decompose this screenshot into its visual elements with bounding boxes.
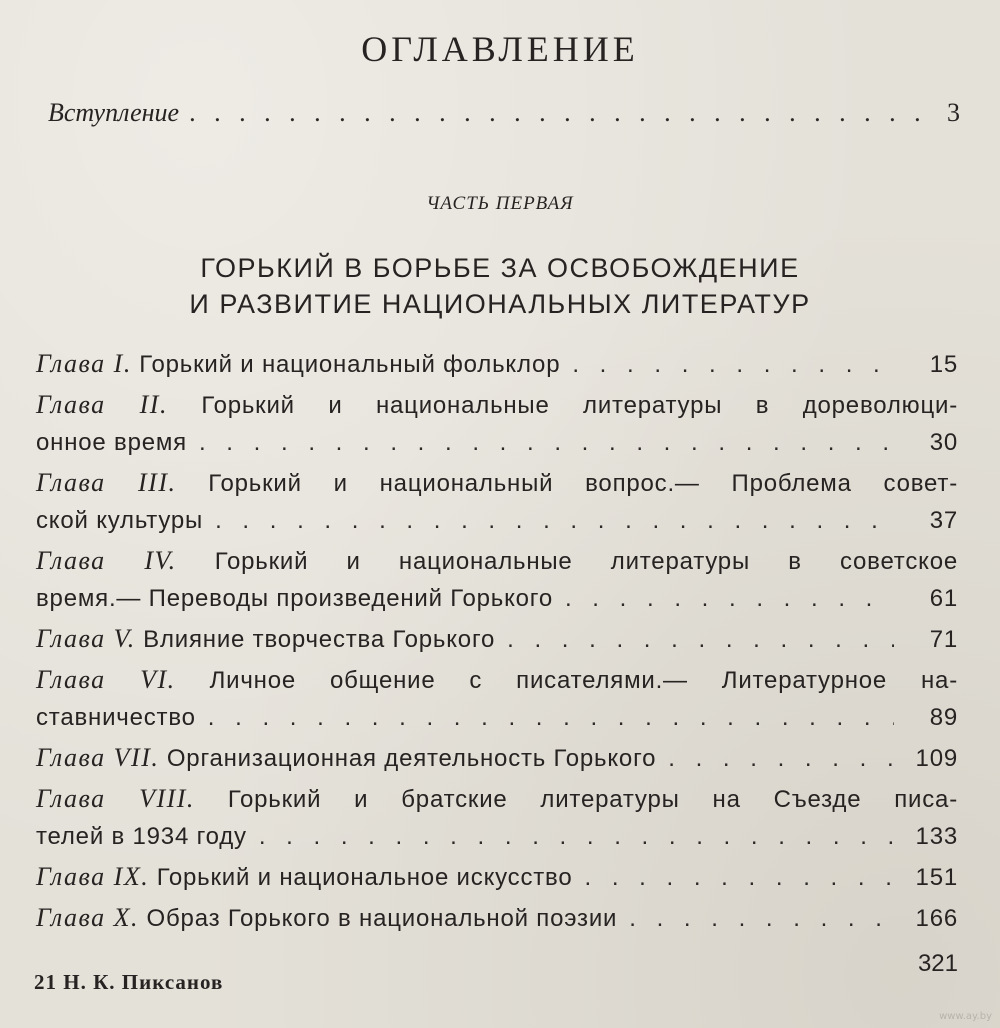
chapter-title-line-2: [36, 424, 958, 461]
toc-entry-chapter: [36, 464, 958, 539]
chapter-title-continuation: ставничество: [36, 704, 196, 731]
chapter-number: Глава IV.: [36, 546, 177, 575]
chapter-title-text: Образ Горького в национальной поэзии: [146, 905, 618, 932]
chapter-page: 109: [915, 745, 958, 772]
dot-leader: [507, 621, 894, 658]
chapter-title-text: Горький и национальный фольклор: [139, 351, 561, 378]
chapter-page: 151: [915, 864, 958, 891]
chapter-title-text: Влияние творчества Горького: [143, 626, 496, 653]
chapter-heading: [36, 620, 495, 658]
chapter-title-continuation: ской культуры: [36, 507, 204, 534]
dot-leader: [259, 818, 894, 855]
dot-leader: [668, 740, 894, 777]
chapter-title-continuation: телей в 1934 году: [36, 823, 247, 850]
chapter-title-line-1: [36, 542, 958, 580]
watermark: www.ay.by: [939, 1011, 992, 1022]
chapter-title-text: Личное общение с писателями.— Литературное на-: [209, 667, 958, 694]
chapter-number: Глава VI.: [36, 665, 176, 694]
chapter-title-line-2: [36, 580, 958, 617]
chapter-title-line-1: [36, 386, 958, 424]
chapter-title-line-1: [36, 780, 958, 818]
dot-leader: [565, 580, 894, 617]
dot-leader: [629, 900, 894, 937]
chapter-title-continuation: онное время: [36, 429, 187, 456]
chapter-title-line-1: [36, 899, 958, 937]
chapter-page: 71: [929, 626, 958, 653]
chapter-title-line-2: [36, 818, 958, 855]
chapter-title-text: Горький и братские литературы на Съезде писа-: [227, 786, 958, 813]
chapter-heading: [36, 899, 617, 937]
chapter-page: 89: [929, 704, 958, 731]
chapter-page: 37: [929, 507, 958, 534]
chapter-heading: [36, 858, 573, 896]
dot-leader: [585, 859, 895, 896]
part-label: ЧАСТЬ ПЕРВАЯ: [426, 193, 574, 214]
chapter-title-line-1: [36, 858, 958, 896]
toc-entry-intro: [48, 98, 960, 128]
chapter-title-text: Горький и национальный вопрос.— Проблема совет-: [208, 470, 958, 497]
chapter-heading: [36, 739, 656, 777]
chapter-title-line-2: [36, 699, 958, 736]
dot-leader: [572, 346, 894, 383]
chapter-title-text: Горький и национальные литературы в дореволюци-: [201, 392, 958, 419]
chapter-page: 15: [929, 351, 958, 378]
chapter-number: Глава V.: [36, 624, 136, 653]
chapter-title-continuation: время.— Переводы произведений Горького: [36, 585, 553, 612]
dot-leader: [208, 699, 894, 736]
toc-entry-chapter: [36, 661, 958, 736]
chapter-number: Глава VIII.: [36, 784, 195, 813]
toc-entry-chapter: [36, 780, 958, 855]
chapter-title-text: Организационная деятельность Горького: [166, 745, 657, 772]
part-title-line-1: ГОРЬКИЙ В БОРЬБЕ ЗА ОСВОБОЖДЕНИЕ: [200, 253, 800, 283]
chapter-page: 166: [915, 905, 958, 932]
intro-page: 3: [947, 98, 960, 127]
chapter-heading: [36, 345, 560, 383]
part-title: [0, 250, 1000, 322]
part-title-line-2: И РАЗВИТИЕ НАЦИОНАЛЬНЫХ ЛИТЕРАТУР: [189, 289, 811, 319]
chapter-list: [36, 345, 958, 940]
toc-entry-chapter: [36, 345, 958, 383]
chapter-title-line-1: [36, 620, 958, 658]
dot-leader: [199, 424, 894, 461]
printer-signature: 21 Н. К. Пиксанов: [34, 970, 224, 994]
toc-entry-chapter: [36, 620, 958, 658]
chapter-page: 30: [929, 429, 958, 456]
toc-entry-chapter: [36, 739, 958, 777]
dot-leader: [189, 98, 937, 128]
chapter-number: Глава II.: [36, 390, 168, 419]
chapter-number: Глава X.: [36, 903, 140, 932]
dot-leader: [215, 502, 894, 539]
page-title: ОГЛАВЛЕНИЕ: [361, 29, 639, 69]
chapter-title-line-2: [36, 502, 958, 539]
chapter-page: 133: [915, 823, 958, 850]
chapter-title-line-1: [36, 661, 958, 699]
chapter-title-text: Горький и национальные литературы в советское: [214, 548, 958, 575]
chapter-title-line-1: [36, 345, 958, 383]
toc-entry-chapter: [36, 386, 958, 461]
footer-page-number: 321: [917, 950, 958, 977]
chapter-number: Глава I.: [36, 349, 132, 378]
toc-entry-chapter: [36, 899, 958, 937]
chapter-number: Глава IX.: [36, 862, 150, 891]
chapter-title-line-1: [36, 739, 958, 777]
chapter-title-text: Горький и национальное искусство: [156, 864, 573, 891]
chapter-title-line-1: [36, 464, 958, 502]
toc-entry-chapter: [36, 542, 958, 617]
chapter-page: 61: [929, 585, 958, 612]
chapter-number: Глава III.: [36, 468, 177, 497]
intro-label: Вступление: [48, 98, 180, 127]
chapter-number: Глава VII.: [36, 743, 160, 772]
toc-entry-chapter: [36, 858, 958, 896]
